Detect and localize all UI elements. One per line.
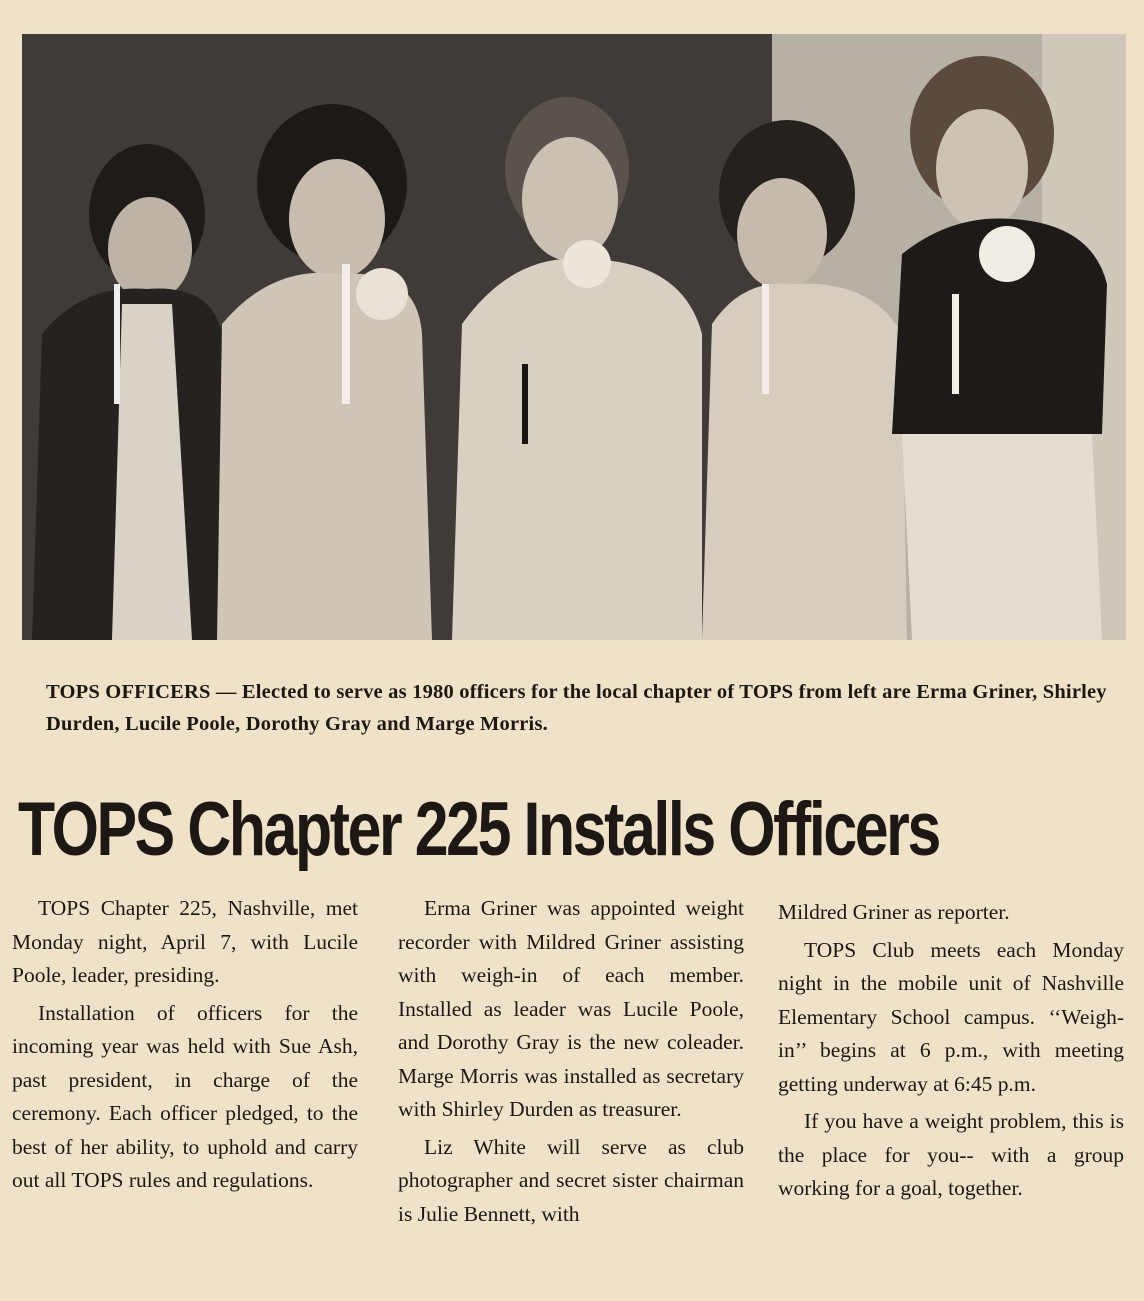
paragraph: Erma Griner was appointed weight recorder with Mildred Griner assisting with weigh-in of each member. Installed as leader was Lucile Poole, and Dorothy Gray is the new coleader. Marge Morris was installed as secretary with Shirley Durden as treasurer. [398,896,744,1121]
article-column-3 [778,896,1124,1210]
caption-lead: TOPS OFFICERS — [46,681,237,703]
paragraph: TOPS Chapter 225, Nashville, met Monday night, April 7, with Lucile Poole, leader, presiding. [12,896,358,987]
paragraph: Mildred Griner as reporter. [778,900,1010,924]
caption-text: Elected to serve as 1980 officers for the local chapter of TOPS from left are Erma Griner, Shirley Durden, Lucile Poole, Dorothy Gray and Marge Morris. [46,681,1107,735]
photo-illustration [22,34,1126,640]
paragraph: Liz White will serve as club photographer and secret sister chairman is Julie Bennett, with [398,1134,744,1226]
article-column-1 [12,892,358,1202]
paragraph: Installation of officers for the incoming year was held with Sue Ash, past president, in charge of the ceremony. Each officer pledged, to the best of her ability, to uphold and carry out all TOPS rules and regulations. [12,1000,358,1192]
group-photo [22,34,1126,640]
article-column-2 [398,892,744,1235]
photo-caption [46,676,1116,740]
headline: TOPS Chapter 225 Installs Officers [18,787,939,872]
paragraph: If you have a weight problem, this is the place for you-- with a group working for a goal, together. [778,1109,1124,1200]
paragraph: TOPS Club meets each Monday night in the mobile unit of Nashville Elementary School campus. ‘‘Weigh-in’’ begins at 6 p.m., with meeting getting underway at 6:45 p.m. [778,937,1124,1096]
